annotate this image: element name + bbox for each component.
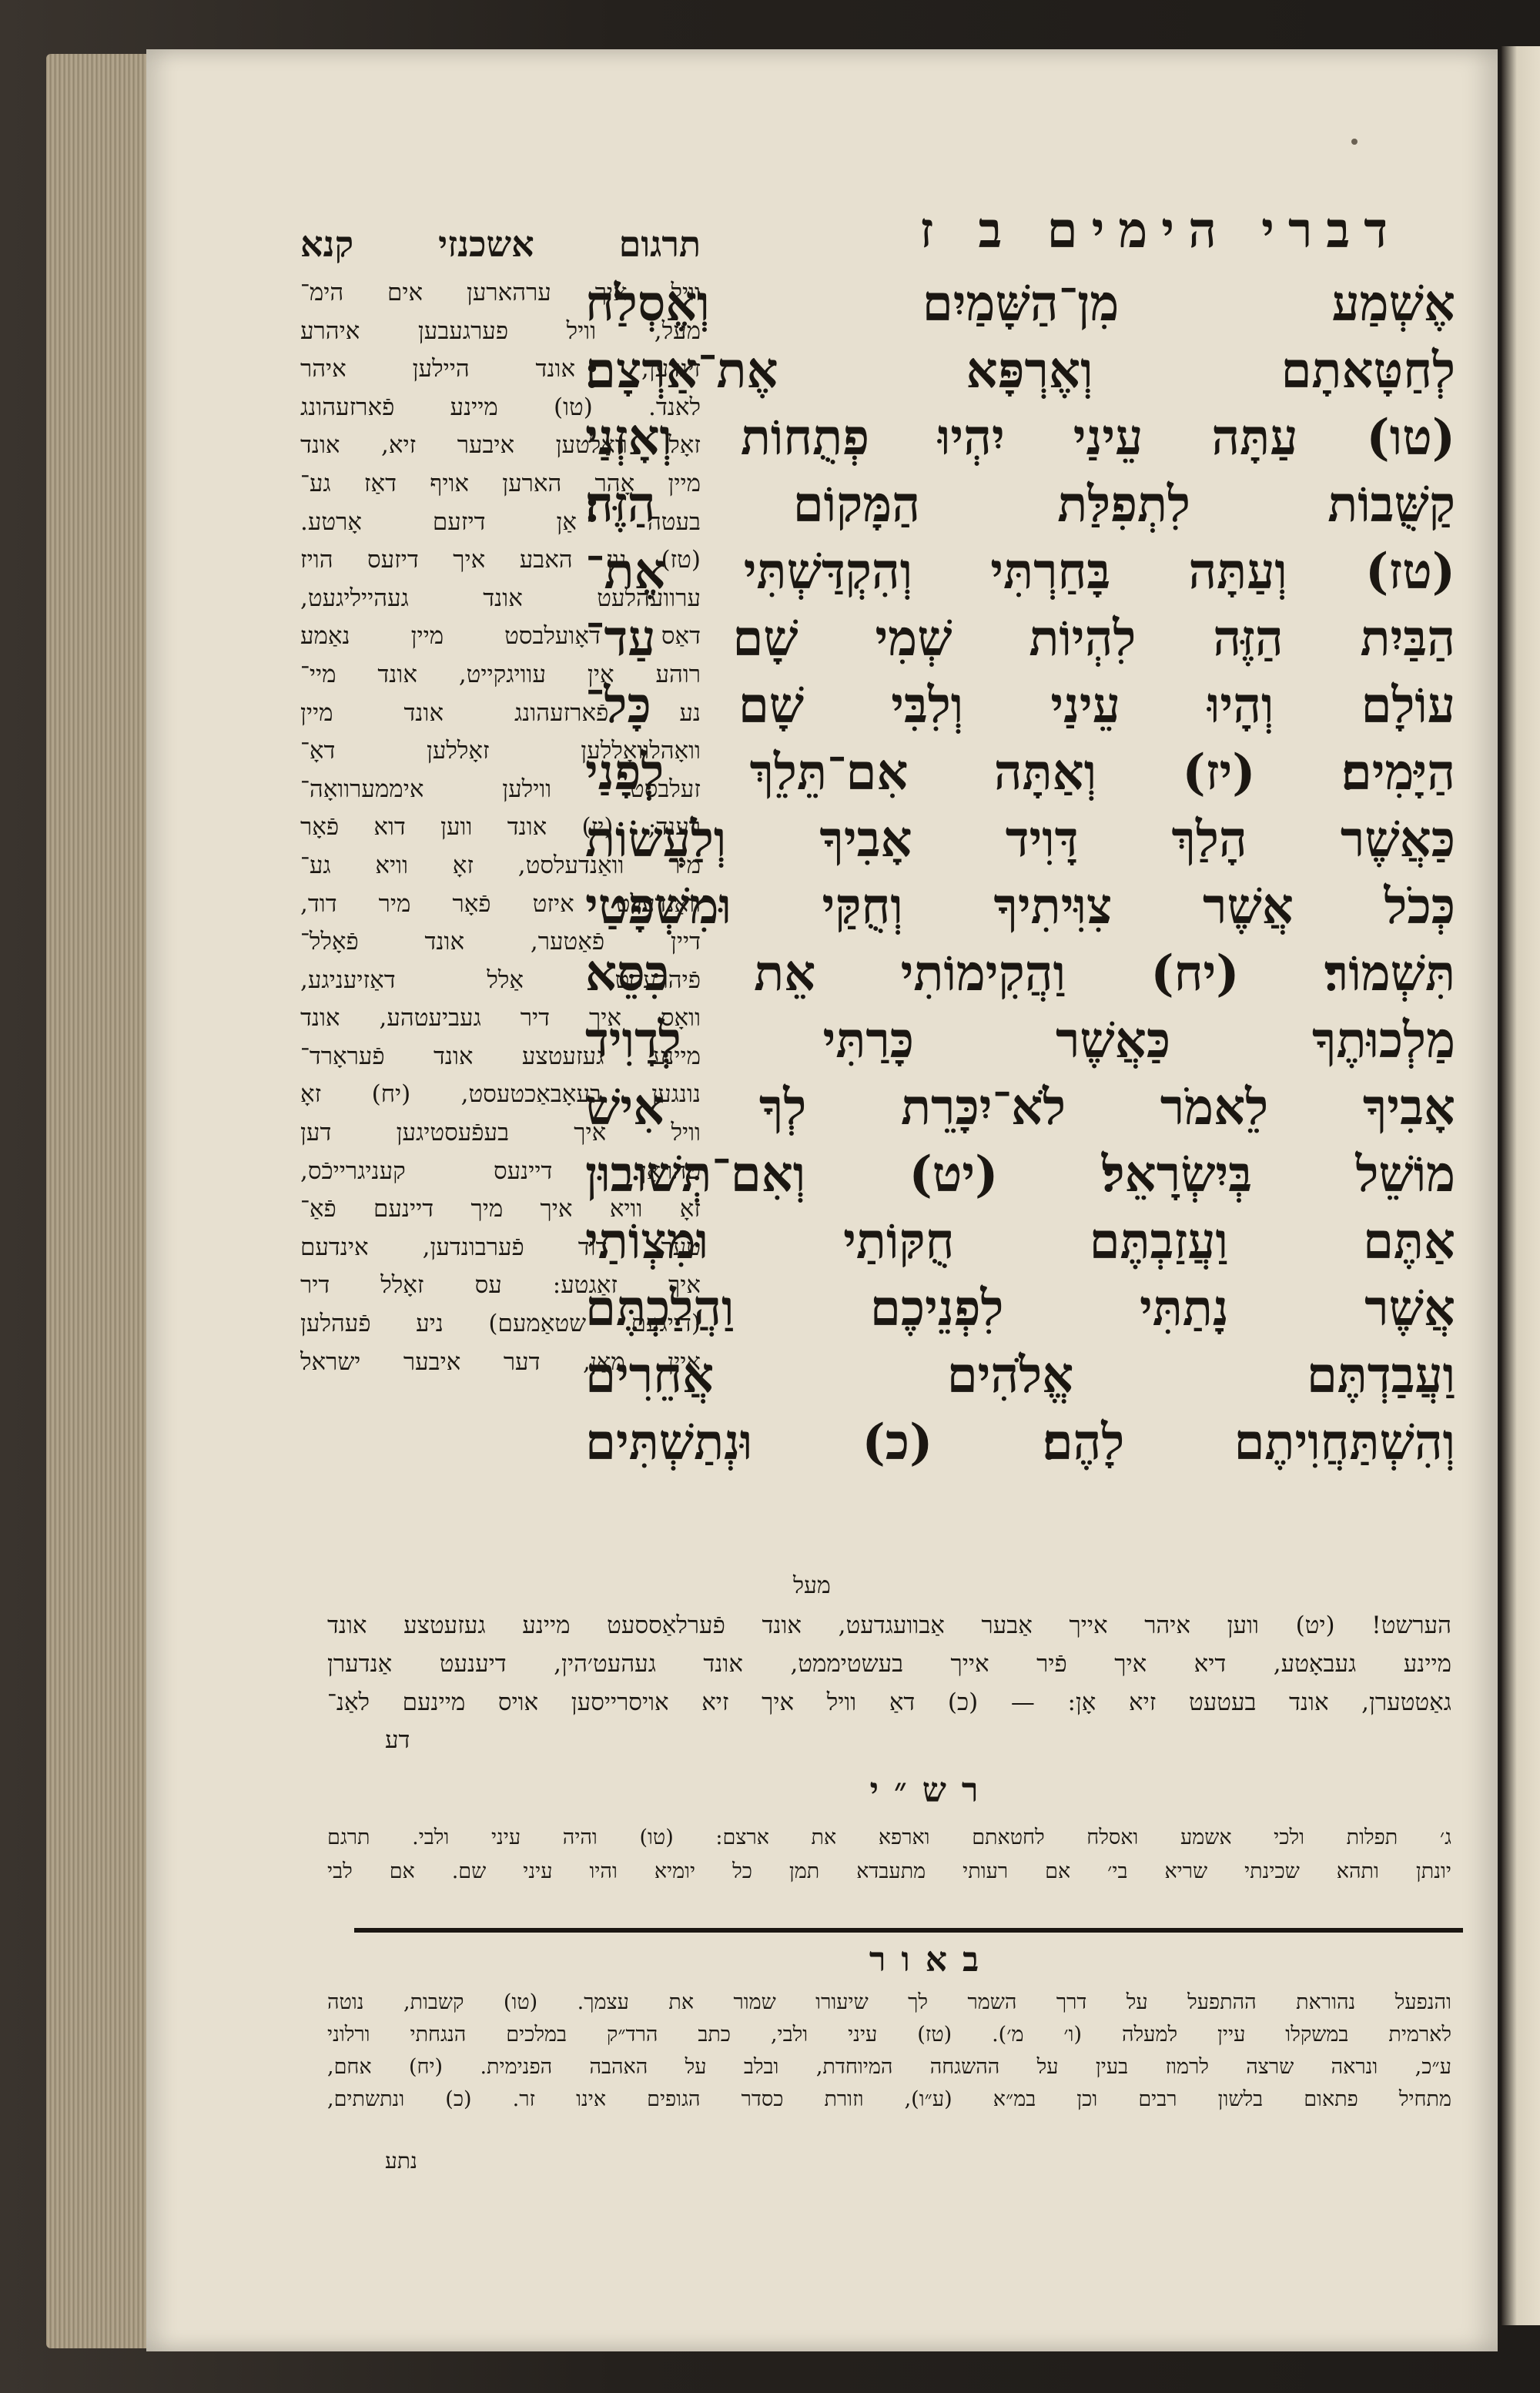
running-header: דברי הימים ב ז [919,202,1401,259]
verse-line: הַבַּיִת הַזֶּה לִהְיוֹת שְׁמִי שָׁם עַד־ [585,610,1455,668]
verse-line: קַשֻּׁבוֹת לִתְפִלַּת הַמָּקוֹם הַזֶּה׃ [585,476,1455,534]
translation-line: פֿיהרעסט אַלל דאַזיעניגע, [300,966,701,994]
verse-line: עוֹלָם וְהָיוּ עֵינַי וְלִבִּי שָׁם כָּל־ [585,677,1455,735]
translation-line: טער דוד פֿערבונדען, אינדעם [300,1233,701,1261]
verse-line: אַתֶּם וַעֲזַבְתֶּם חֻקּוֹתַי וּמִצְוֹתַי [585,1213,1455,1270]
verse-line: תִּשְׁמוֹר׃ (יח) וַהֲקִימוֹתִי אֵת כִּסֵּא [585,945,1455,1002]
biur-title: באור [869,1940,995,1980]
verse-line: לְחַטָּאתָם וְאֶרְפָּא אֶת־אַרְצָם׃ [585,342,1455,400]
translation-line: (טז) נון האבע איך דיזעס הויז [300,546,701,574]
translation-line: לאנד. (טו) מיינע פֿארזעהונג [300,393,701,421]
verse-line: (טז) וְעַתָּה בָּחַרְתִּי וְהִקְדַּשְׁתִּי אֶת־ [585,543,1455,601]
verse-line: כַּאֲשֶׁר הָלַךְ דָּוִיד אָבִיךָ וְלַעֲשׂוֹת [585,811,1455,869]
biur-line: והנפעל נהוראת ההתפעל על דרך השמר לך שיעורו שמור את עצמך. (טו) קשבות, נוטה [327,1990,1451,2014]
translation-line: דאַס דאָועלבסט מיין נאַמע [300,622,701,651]
verse-line: מַלְכוּתֶךָ כַּאֲשֶׁר כָּרַתִּי לְדָוִיד [585,1012,1455,1069]
verse-line: אָבִיךָ לֵאמֹר לֹא־יִכָּרֵת לְךָ אִישׁ [585,1079,1455,1136]
ink-spot [1351,139,1358,145]
main-catchword: מעל [793,1572,831,1599]
rashi-line: יונתן ותהא שכינתי שריא בי׳ אם רעותי מתעבדא תמן כל יומיא והיו עיני שם. אם לבי [327,1859,1451,1883]
rashi-title: רש״י [869,1771,994,1810]
translation-line: איך זאַגטע: עס זאָלל דיר [300,1271,701,1300]
biur-commentary [327,1986,1451,2116]
continuation-line: הערשט! (יט) ווען איהר אייך אַבער אַבוועגדעט, אונד פֿערלאַססעט מיינע געזעטצע אונד [327,1612,1451,1639]
translation-continuation [327,1606,1451,1722]
main-hebrew-column [585,202,1455,1476]
biur-line: ע״כ, ונראה שרצה לרמוז בעין על ההשגחה המיוחדת, ובלב על האהבה הפנימית. (יח) אחם, [327,2055,1451,2079]
translation-line: דיין פֿאַטער, אונד פֿאָלל־ [300,928,701,956]
book-page-edges [46,54,154,2348]
verse-line: וַעֲבַדְתֶּם אֱלֹהִים אֲחֵרִים [585,1347,1455,1404]
rashi-line: ג׳ תפלות ולכי אשמע ואסלח לחטאתם וארפא את ארצם: (טו) והיה עיני ולבי. תרגם [327,1826,1451,1849]
translation-line: (דייגעם שטאַמעם) ניע פֿעהלען [300,1310,701,1338]
translation-lines [300,274,701,1381]
translation-line: מיינע געזעטצע אונד פֿעראָרד־ [300,1042,701,1070]
verse-line: מוֹשֵׁל בְּיִשְׂרָאֵל׃ (יט) וְאִם־תְּשׁוּבוּן [585,1146,1455,1203]
verse-line: וְהִשְׁתַּחֲוִיתֶם לָהֶם׃ (כ) וּנְתַשְׁתִּים [585,1414,1455,1471]
translation-line: וויל איך ערהארען אים הימ־ [300,279,701,306]
translation-line: וואָס איך דיר געביעטהע, אונד [300,1004,701,1033]
verse-line: כְּכֹל אֲשֶׁר צִוִּיתִיךָ וְחֻקַּי וּמִשְׁפָּטַי [585,878,1455,935]
translation-line: זאָל וואַלטען איבער זיא, אונד [300,431,701,460]
translation-line: זינדען, אונד היילען איהר [300,355,701,383]
translation-line: איין מאַן, דער איבער ישראל [300,1347,701,1376]
translation-line: ערוועהלעט אונד געהייליגעט, [300,584,701,612]
section-divider [354,1928,1463,1933]
translation-line: וואָהלוואָללען זאָללען דאָ־ [300,737,701,765]
translation-line: זאָ וויא איך מיך דיינעם פֿאַ־ [300,1195,701,1223]
translation-header: תרגום אשכנזי קנא [300,223,701,265]
continuation-line: מיינע געבאָטע, דיא איך פֿיר אייך בעשטיממט, אונד געהעט׳הין, דיענעט אַנדערן [327,1650,1451,1678]
facing-page-edge [1502,46,1540,2325]
translation-line: מעל, וויל פערגעבען איהרע [300,316,701,345]
translation-line: נע פֿארזעהונג אונד מיין [300,698,701,727]
translation-line: רענד; (יז) אונד ווען דוא פֿאָר [300,813,701,842]
verse-line: אֲשֶׁר נָתַתִּי לִפְנֵיכֶם וַהֲלַכְתֶּם [585,1280,1455,1337]
translation-line: מיין אָהר הארען אויף דאַז גע־ [300,469,701,497]
translation-line: נונגען בעאָבאַכטעסט, (יח) זאָ [300,1080,701,1109]
translation-line: וויל איך בעפֿעסטיגען דען [300,1119,701,1147]
biur-line: לארמית במשקלו עיין למעלה (ו׳ מ׳). (טז) עיני ולבי, כתב הרד״ק במלכים הנגחתי ורלוני [327,2023,1451,2047]
translation-line: זעלבסט ווילען איממערוואָה־ [300,775,701,803]
translation-line: רוהע אין עוויגקייט, אונד מיי־ [300,660,701,688]
verse-line: הַיָּמִים׃ (יז) וְאַתָּה אִם־תֵּלֵךְ לְפָנַי [585,744,1455,802]
translation-line: וואַנדעלט איזט פֿאָר מיר דוד, [300,889,701,918]
verse-line: (טו) עַתָּה עֵינַי יִהְיוּ פְתֻחוֹת וְאָזְנַי [585,409,1455,467]
main-text-lines [585,270,1455,1476]
continuation-catchword: דע [385,1726,410,1754]
verse-line: אֶשְׁמַע מִן־הַשָּׁמַיִם וְאֶסְלַח [585,275,1455,333]
translation-line: טהראָן דיינעס קעניגרייכֿס, [300,1156,701,1185]
yiddish-translation-column [300,223,701,1381]
translation-line: בעטה אַן דיזעם אָרטע. [300,507,701,536]
rashi-commentary [327,1821,1451,1889]
biur-line: מתחיל פתאום בלשון רבים וכן במ״א (ע״ו), וזורת כסדר הגופים אינו זר. (כ) ונתשתים, [327,2087,1451,2111]
biur-catchword: נתע [385,2148,418,2174]
translation-line: מיר וואַנדעלסט, זאָ וויא גע־ [300,851,701,879]
continuation-line: גאַטטערן, אונד בעטעט זיא אָן: — (כ) דאַ וויל איך זיא אויסרייסען אויס מיינעם לאַנ־ [327,1688,1451,1716]
